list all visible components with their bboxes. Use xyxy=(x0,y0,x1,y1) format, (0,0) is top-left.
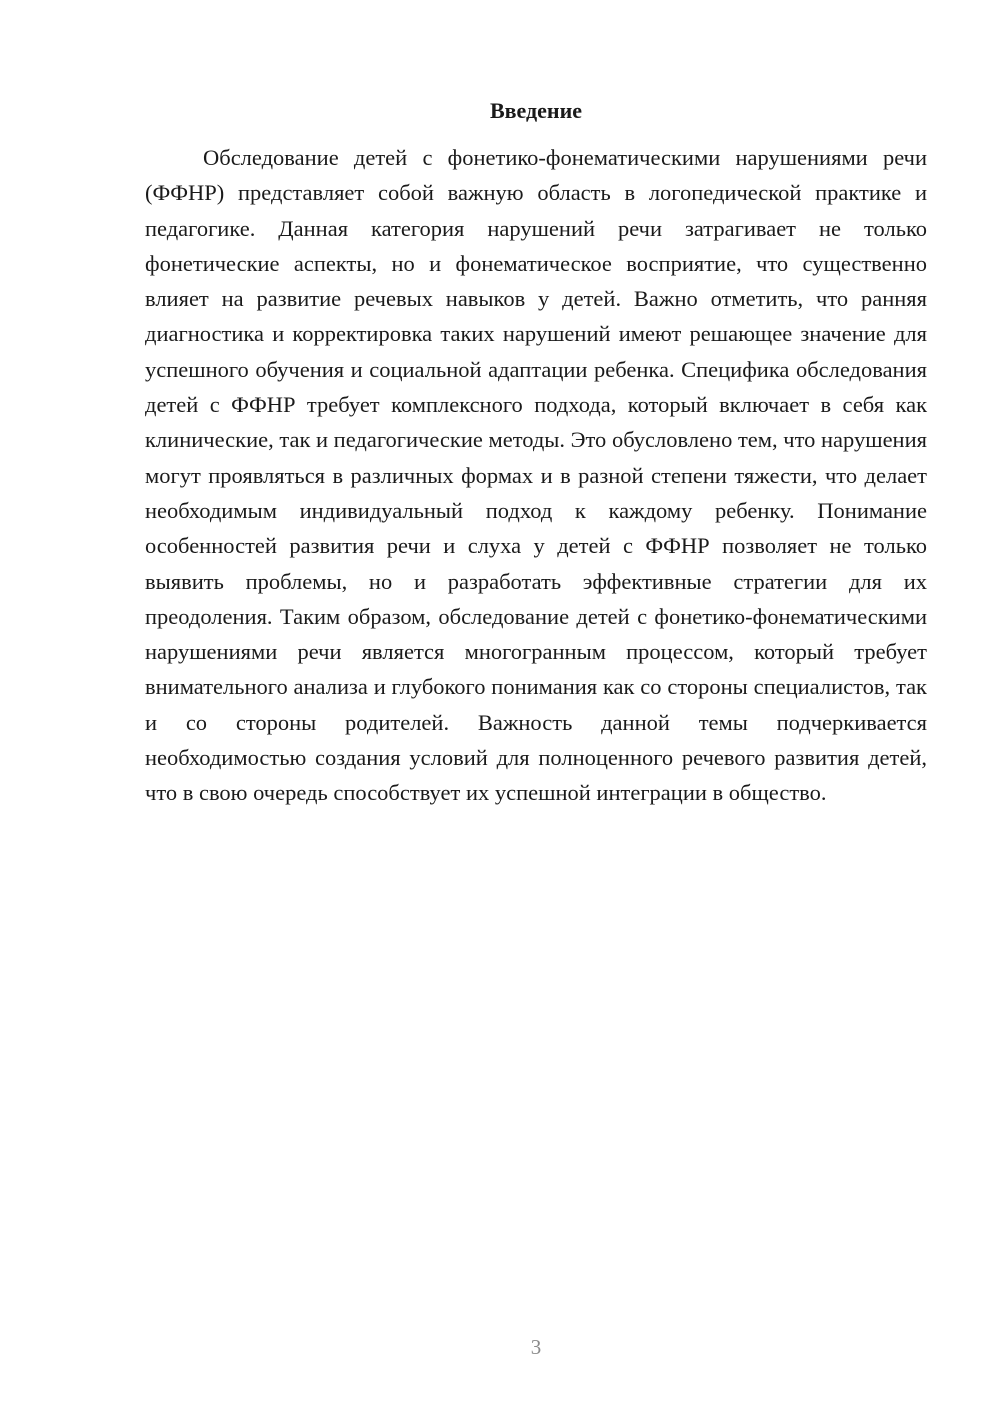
page-number: 3 xyxy=(530,1335,542,1359)
body-paragraph: Обследование детей с фонетико-фонематическими нарушениями речи (ФФНР) представляет собой важную область в логопедической практике и педагогике. Данная категория нарушений речи затрагивает не только фонетические аспекты, но и фонематическое восприятие, что существенно влияет на развитие речевых навыков у детей. Важно отметить, что ранняя диагностика и корректировка таких нарушений имеют решающее значение для успешного обучения и социальной адаптации ребенка. Специфика обследования детей с ФФНР требует комплексного подхода, который включает в себя как клинические, так и педагогические методы. Это обусловлено тем, что нарушения могут проявляться в различных формах и в разной степени тяжести, что делает необходимым индивидуальный подход к каждому ребенку. Понимание особенностей развития речи и слуха у детей с ФФНР позволяет не только выявить проблемы, но и разработать эффективные стратегии для их преодоления. Таким образом, обследование детей с фонетико-фонематическими нарушениями речи является многогранным процессом, который требует внимательного анализа и глубокого понимания как со стороны специалистов, так и со стороны родителей. Важность данной темы подчеркивается необходимостью создания условий для полноценного речевого развития детей, что в свою очередь способствует их успешной интеграции в общество. xyxy=(145,145,927,806)
section-heading: Введение xyxy=(489,98,583,123)
